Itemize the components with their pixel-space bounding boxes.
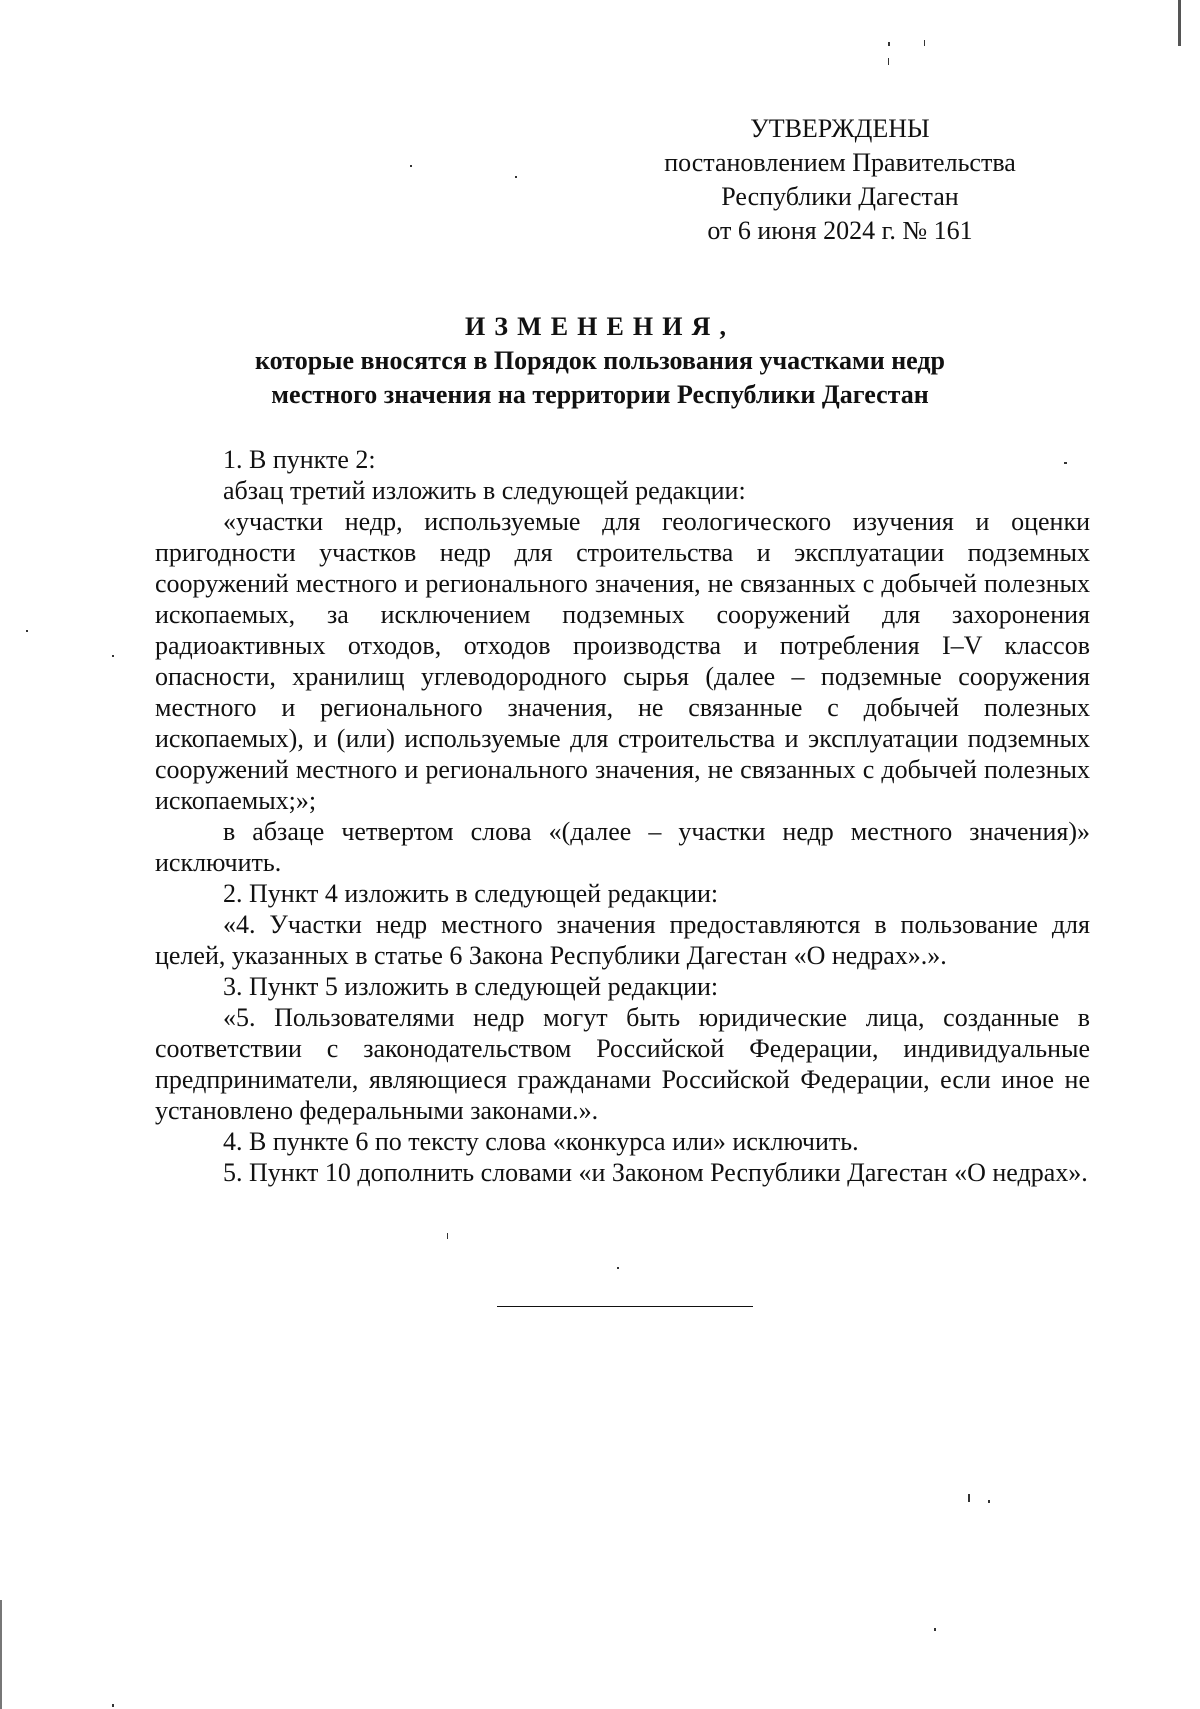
scan-speck (112, 655, 114, 657)
approval-line-date-number: от 6 июня 2024 г. № 161 (707, 216, 973, 245)
scan-speck (1064, 462, 1067, 464)
scan-speck (888, 42, 890, 46)
scan-speck (1178, 0, 1181, 46)
scan-speck (112, 1704, 114, 1707)
title-heading: ИЗМЕНЕНИЯ, (464, 312, 736, 341)
scan-speck (934, 1628, 936, 1631)
approval-line-resolution: постановлением Правительства (664, 148, 1016, 177)
scan-speck (26, 630, 28, 632)
scan-speck (447, 1233, 448, 1239)
paragraph-item-2: 2. Пункт 4 изложить в следующей редакции: (223, 879, 719, 908)
paragraph-new-wording-1: «участки недр, используемые для геологического изучения и оценки пригодности участков недр для строительства и эксплуатации подземных сооружений местного и регионального значения, не связанных с добычей полезных ископаемых, за исключением подземных сооружений для захоронения радиоактивных отходов, отходов производства и потребления I–V классов опасности, хранилищ углеводородного сырья (далее – подземные сооружения местного и регионального значения, не связанные с добычей полезных ископаемых), и (или) используемые для строительства и эксплуатации подземных сооружений местного и регионального значения, не связанных с добычей полезных ископаемых;»; (155, 507, 1090, 815)
title-subtitle-line-2: местного значения на территории Республики Дагестан (271, 380, 929, 409)
approval-line-republic: Республики Дагестан (721, 182, 959, 211)
paragraph-item-5: 5. Пункт 10 дополнить словами «и Законом Республики Дагестан «О недрах». (223, 1158, 1088, 1187)
title-subtitle-line-1: которые вносятся в Порядок пользования участками недр (254, 346, 945, 375)
scan-speck (968, 1494, 970, 1502)
paragraph-instruction-1: абзац третий изложить в следующей редакции: (223, 476, 746, 505)
closing-divider (497, 1306, 753, 1307)
scan-speck (0, 1600, 2, 1709)
approval-stamp (600, 112, 1080, 248)
paragraph-item-3: 3. Пункт 5 изложить в следующей редакции: (223, 972, 719, 1001)
document-body (155, 444, 1090, 1188)
paragraph-new-wording-2: «4. Участки недр местного значения предоставляются в пользование для целей, указанных в статье 6 Закона Республики Дагестан «О недрах».». (155, 910, 1090, 970)
paragraph-item-4: 4. В пункте 6 по тексту слова «конкурса или» исключить. (223, 1127, 859, 1156)
paragraph-item-1: 1. В пункте 2: (223, 445, 376, 474)
paragraph-new-wording-3: «5. Пользователями недр могут быть юридические лица, созданные в соответствии с законодательством Российской Федерации, индивидуальные предприниматели, являющиеся гражданами Российской Федерации, если иное не установлено федеральными законами.». (155, 1003, 1090, 1125)
document-title (150, 310, 1050, 412)
approval-line-approved: УТВЕРЖДЕНЫ (750, 114, 930, 143)
paragraph-instruction-2: в абзаце четвертом слова «(далее – участки недр местного значения)» исключить. (155, 817, 1090, 877)
scan-speck (515, 176, 517, 178)
scan-speck (888, 58, 889, 65)
scan-speck (410, 165, 412, 167)
scan-speck (924, 40, 925, 46)
scan-speck (988, 1500, 990, 1503)
scan-speck (617, 1267, 619, 1269)
